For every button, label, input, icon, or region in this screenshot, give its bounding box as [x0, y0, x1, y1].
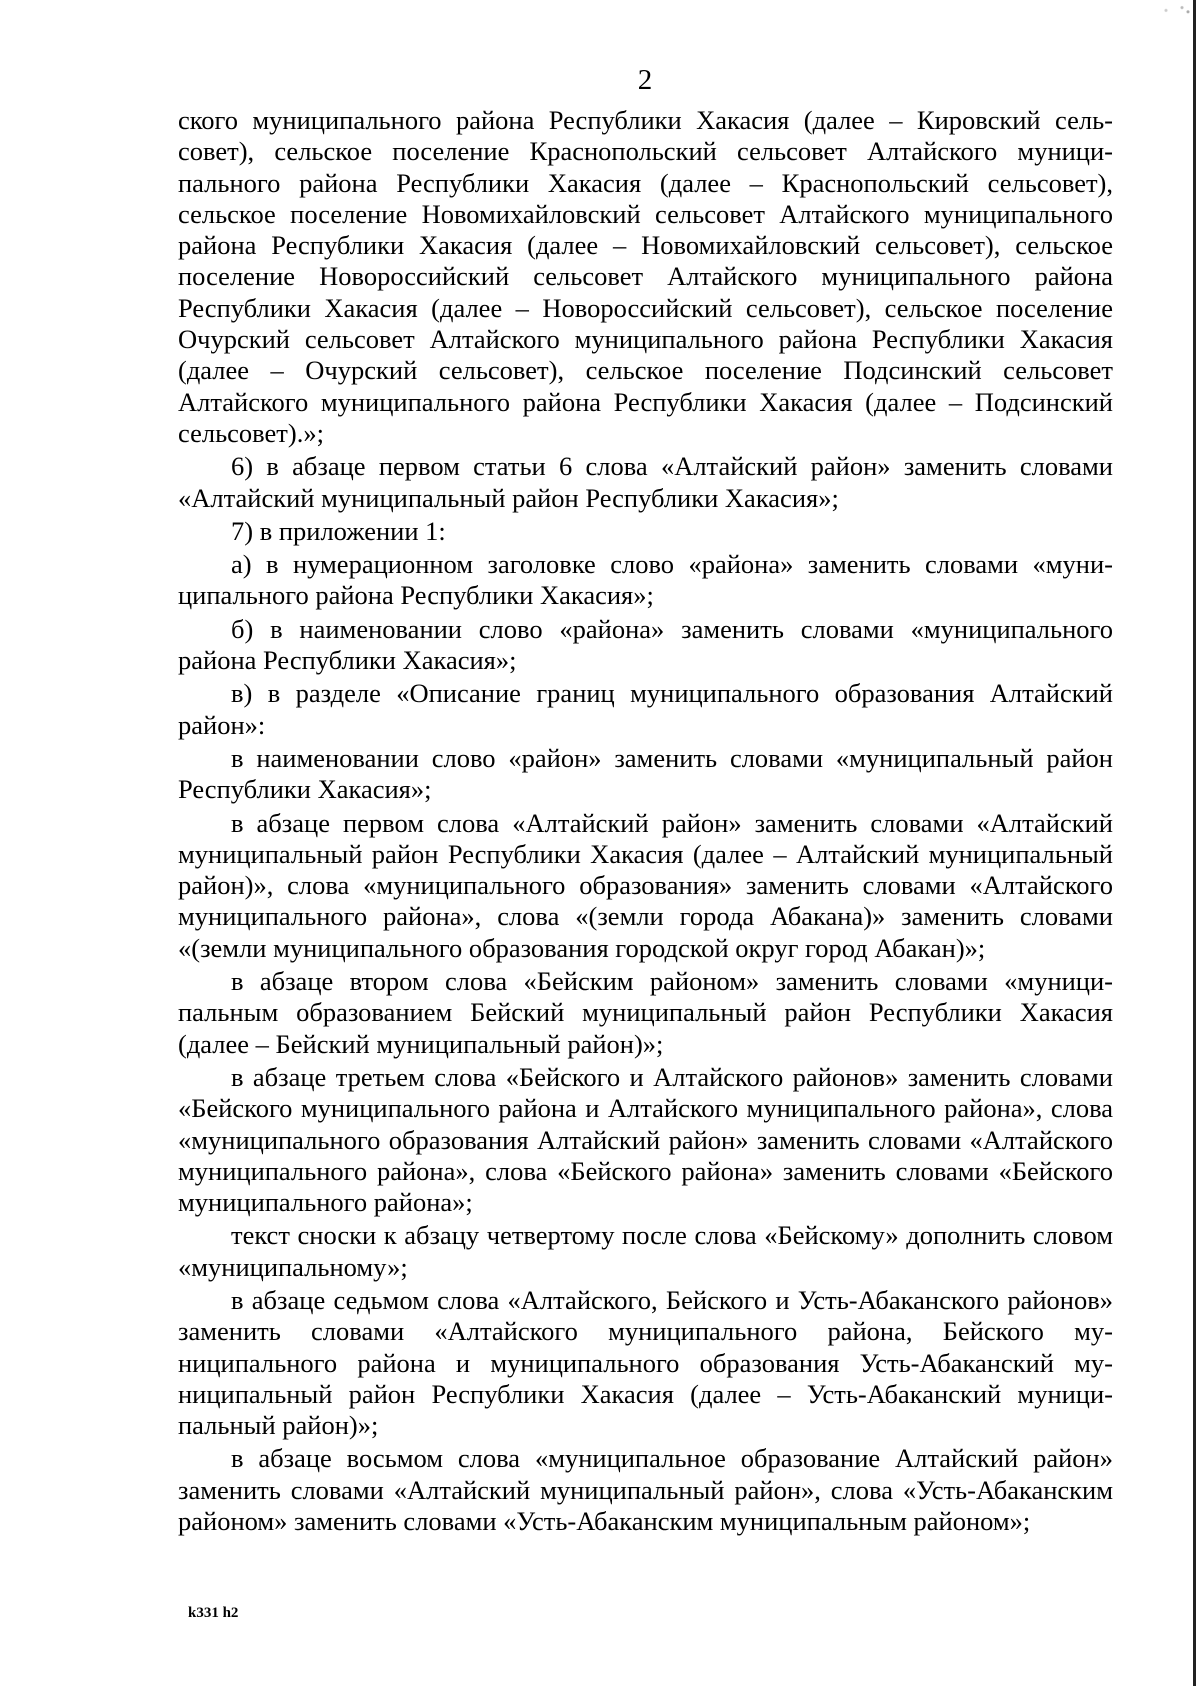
paragraph-item-7: 7) в приложении 1: [231, 515, 446, 546]
page-number: 2 [637, 64, 653, 96]
paragraph-item-6: 6) в абзаце первом статьи 6 слова «Алтайский район» заменить словами «Алтайский муниципальный район Республики Хакасия»; [178, 451, 1113, 513]
paragraph-abzats-8: в абзаце восьмом слова «муниципальное образование Алтайский район» заменить словами «Алтайский муниципальный район», слова «Усть-Абаканским районом» заменить словами «Усть-Абаканским муниципальным районом»; [178, 1443, 1113, 1537]
page-edge-border [1193, 0, 1196, 1686]
paragraph-item-7v: в) в разделе «Описание границ муниципального образования Алтайский район»: [178, 678, 1113, 740]
paragraph-abzats-3: в абзаце третьем слова «Бейского и Алтайского районов» заменить словами «Бейского муниципального района и Алтайского муниципального района», слова «муниципального образования Алтайский район» заменить словами «Алтайского муниципального района», слова «Бейского района» заменить словами «Бейского муниципального района»; [178, 1061, 1113, 1218]
paragraph-abzats-1: в абзаце первом слова «Алтайский район» заменить словами «Алтайский муниципальный район Республики Хакасия (далее – Алтайский муниципальный район)», слова «муниципального образования» заменить словами «Алтайского муниципального района», слова «(земли города Абакана)» заменить словами «(земли муниципального образования городской округ город Абакан)»; [178, 807, 1113, 963]
paragraph-footnote: текст сноски к абзацу четвертому после слова «Бейскому» дополнить словом «муниципальному»; [178, 1220, 1113, 1282]
paragraph-item-7a: а) в нумерационном заголовке слово «района» заменить словами «муниципального района Республики Хакасия»; [178, 549, 1113, 611]
paragraph-continuation: ского муниципального района Республики Хакасия (далее – Кировский сельсовет), сельское поселение Краснопольский сельсовет Алтайского муниципального района Республики Хакасия (далее – Краснопольский сельсовет), сельское поселение Новомихайловский сельсовет Алтайского муниципального района Республики Хакасия (далее – Новомихайловский сельсовет), сельское поселение Новороссийский сельсовет Алтайского муниципального района Республики Хакасия (далее – Новороссийский сельсовет), сельское поселение Очурский сельсовет Алтайского муниципального района Республики Хакасия (далее – Очурский сельсовет), сельское поселение Подсинский сельсовет Алтайского муниципального района Республики Хакасия (далее – Подсинский сельсовет).»; [178, 105, 1113, 448]
document-body [178, 105, 1113, 1539]
paragraph-item-7b: б) в наименовании слово «района» заменить словами «муниципального района Республики Хакасия»; [178, 613, 1113, 676]
paragraph-abzats-7: в абзаце седьмом слова «Алтайского, Бейского и Усть-Абаканского районов» заменить словами «Алтайского муниципального района, Бейского муниципального района и муниципального образования Усть-Абаканский муниципальный район Республики Хакасия (далее – Усть-Абаканский муниципальный район)»; [178, 1284, 1113, 1441]
scan-noise [1154, 2, 1194, 16]
paragraph-naming: в наименовании слово «район» заменить словами «муниципальный район Республики Хакасия»; [178, 742, 1113, 805]
paragraph-abzats-2: в абзаце втором слова «Бейским районом» заменить словами «муниципальным образованием Бейский муниципальный район Республики Хакасия (далее – Бейский муниципальный район)»; [178, 966, 1113, 1059]
document-code: k331 h2 [188, 1605, 239, 1621]
